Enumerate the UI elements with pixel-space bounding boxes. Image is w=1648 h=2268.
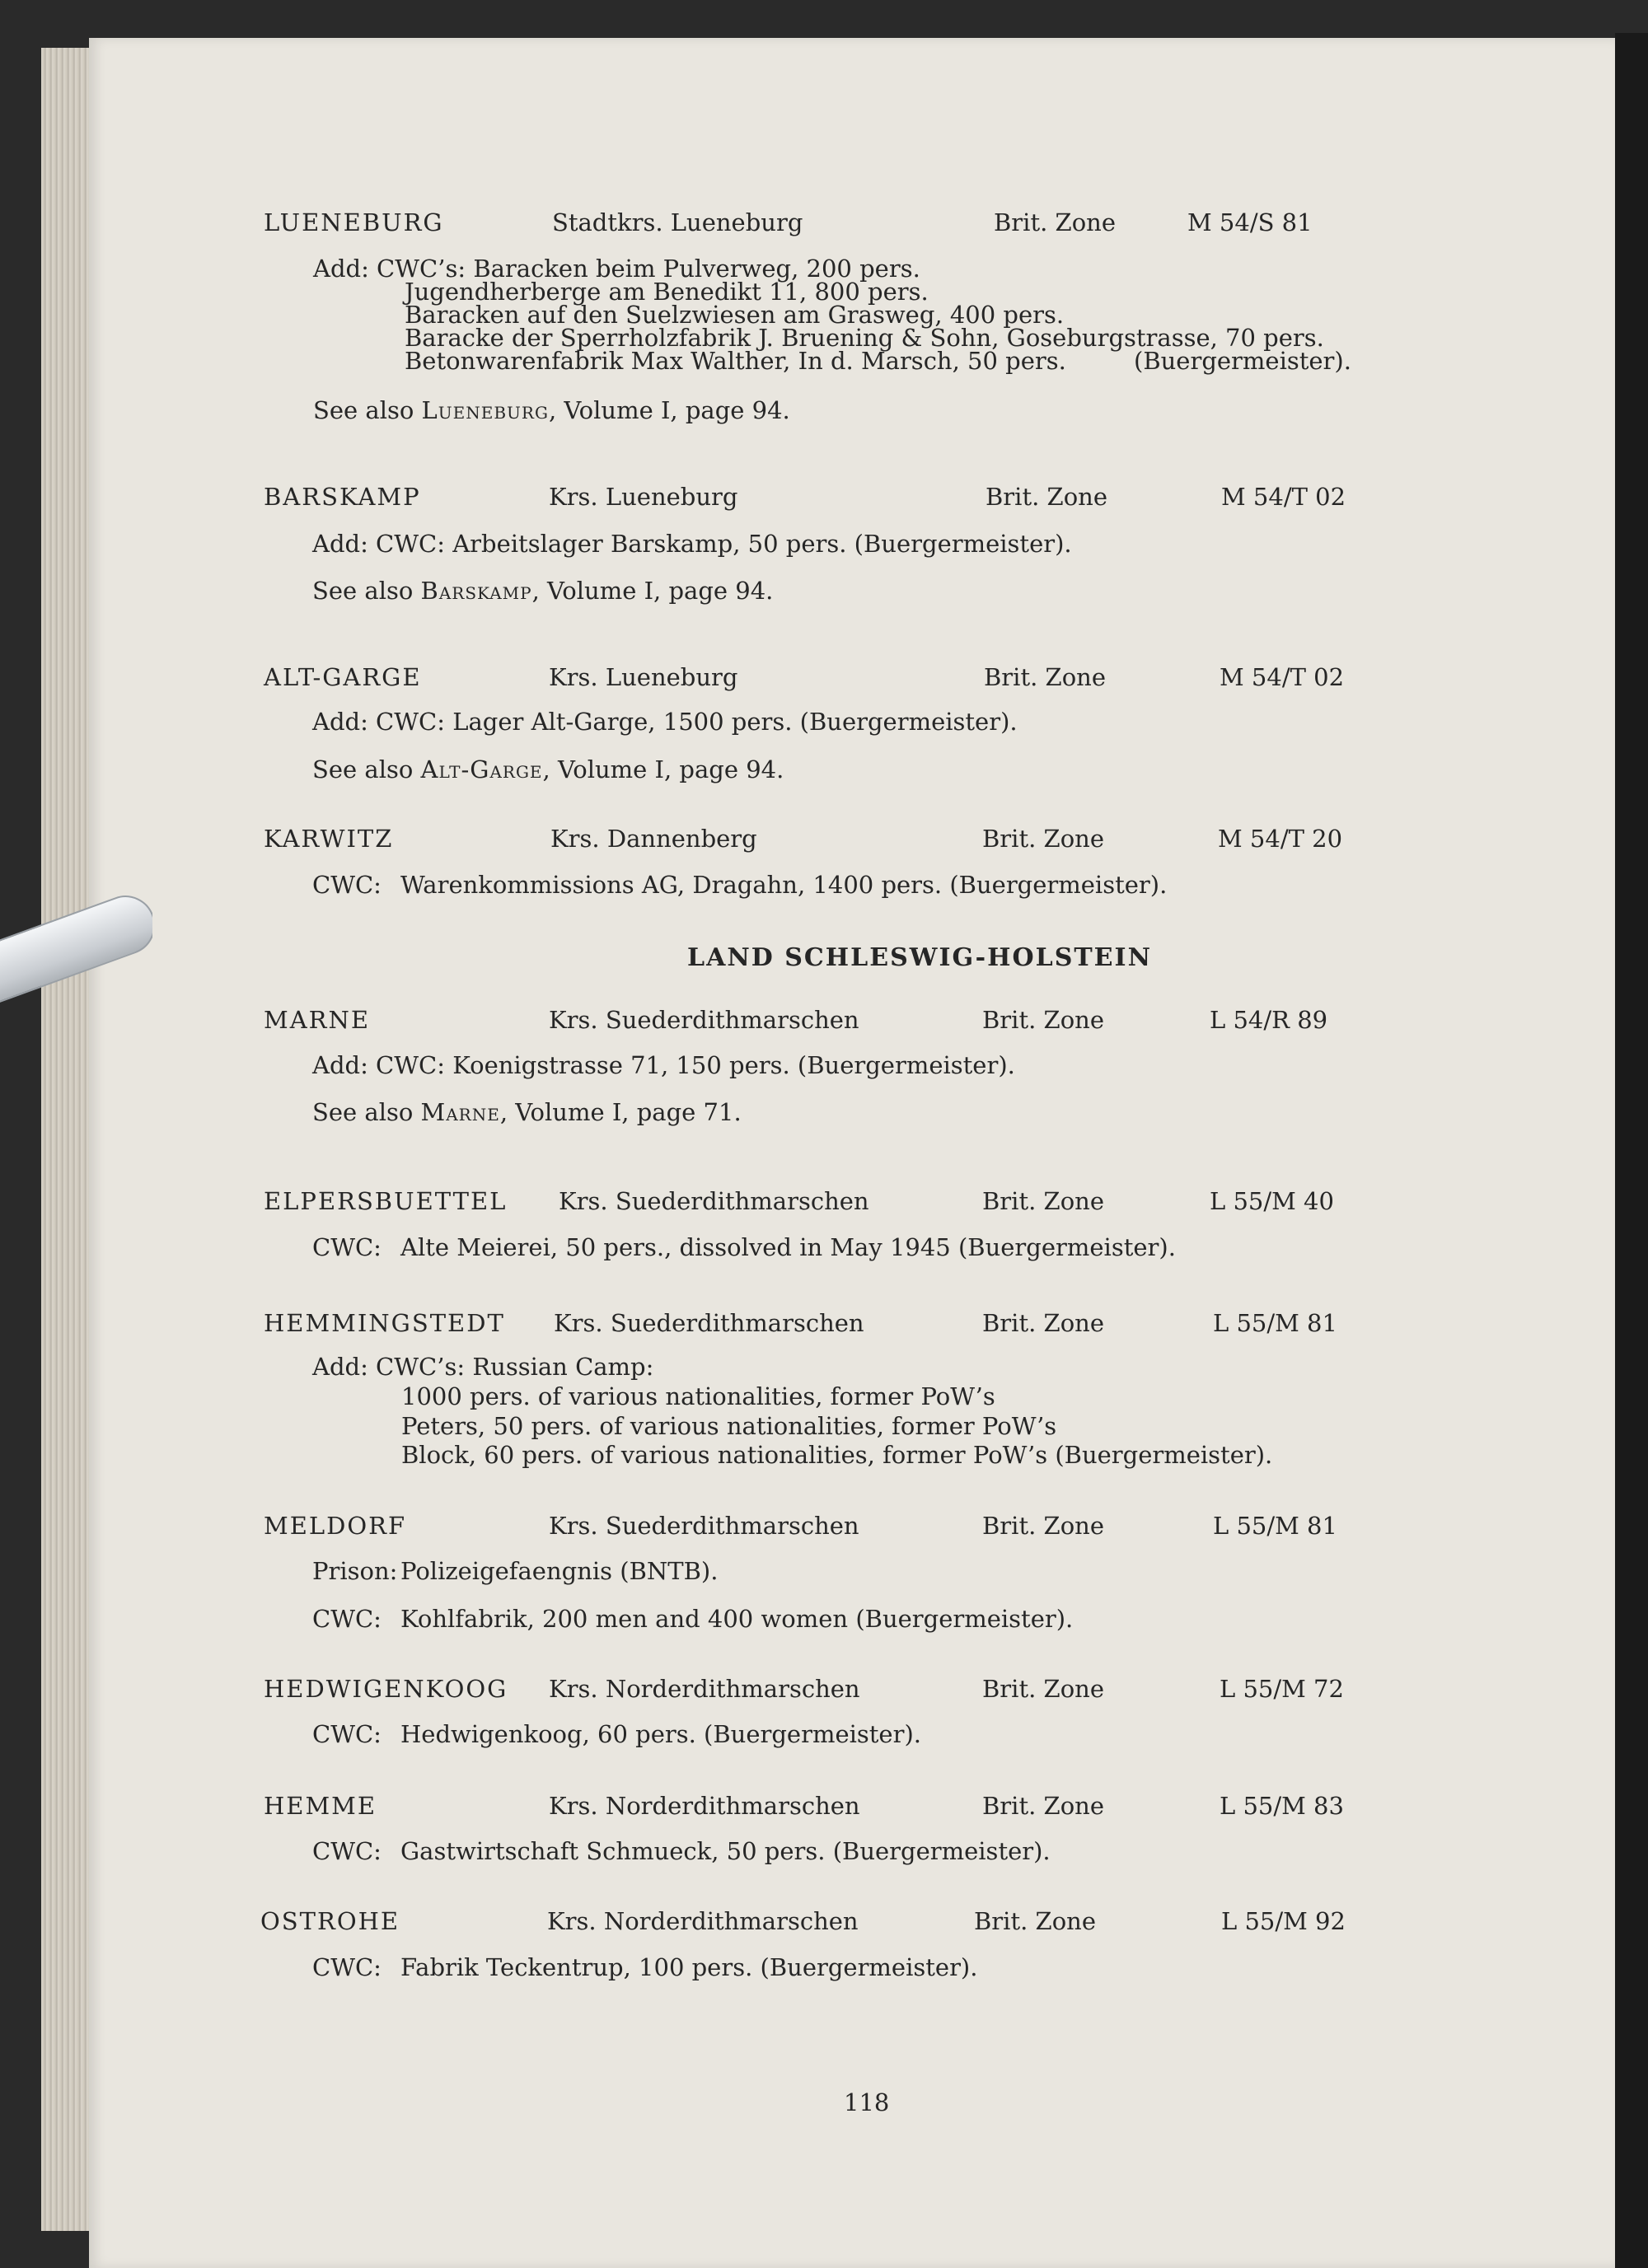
entry-grid: L 54/R 89: [1210, 1006, 1328, 1034]
entry-line: Warenkommissions AG, Dragahn, 1400 pers. (Buergermeister).: [400, 871, 1168, 899]
entry-line: Baracke der Sperrholzfabrik J. Bruening & Sohn, Goseburgstrasse, 70 pers.: [405, 324, 1324, 352]
entry-district: Krs. Dannenberg: [550, 825, 757, 853]
entry-grid: L 55/M 83: [1220, 1792, 1344, 1820]
entry-line: Gastwirtschaft Schmueck, 50 pers. (Buergermeister).: [400, 1837, 1051, 1865]
entry-district: Krs. Suederdithmarschen: [549, 1512, 859, 1540]
see-also: See also Lueneburg, Volume I, page 94.: [313, 396, 790, 424]
entry-place: MARNE: [264, 1006, 371, 1034]
entry-label: Prison:: [312, 1557, 398, 1585]
book-page: [89, 38, 1615, 2268]
see-also: See also Alt-Garge, Volume I, page 94.: [312, 755, 784, 783]
entry-label: CWC:: [312, 1837, 382, 1865]
entry-line: Add: CWC: Koenigstrasse 71, 150 pers. (Buergermeister).: [312, 1051, 1015, 1079]
entry-line: Add: CWC: Lager Alt-Garge, 1500 pers. (Buergermeister).: [312, 708, 1018, 736]
entry-grid: L 55/M 72: [1220, 1675, 1344, 1703]
entry-zone: Brit. Zone: [982, 1792, 1104, 1820]
entry-grid: L 55/M 40: [1210, 1187, 1334, 1215]
entry-place: OSTROHE: [260, 1907, 400, 1935]
entry-label: CWC:: [312, 1233, 382, 1261]
entry-grid: M 54/S 81: [1187, 208, 1313, 236]
entry-line: Fabrik Teckentrup, 100 pers. (Buergermeister).: [400, 1953, 978, 1981]
entry-grid: M 54/T 20: [1218, 825, 1343, 853]
entry-line: Add: CWC’s: Russian Camp:: [312, 1353, 654, 1381]
entry-zone: Brit. Zone: [974, 1907, 1096, 1935]
entry-district: Krs. Norderdithmarschen: [549, 1675, 860, 1703]
entry-label: CWC:: [312, 1720, 382, 1748]
page-number: 118: [844, 2088, 890, 2116]
entry-place: BARSKAMP: [264, 483, 421, 511]
page-clip: [0, 873, 152, 1030]
entry-zone: Brit. Zone: [982, 825, 1104, 853]
entry-grid: L 55/M 92: [1221, 1907, 1346, 1935]
entry-zone: Brit. Zone: [994, 208, 1116, 236]
entry-district: Krs. Norderdithmarschen: [547, 1907, 859, 1935]
entry-label: CWC:: [312, 1953, 382, 1981]
entry-district: Krs. Suederdithmarschen: [559, 1187, 869, 1215]
entry-source: (Buergermeister).: [1134, 347, 1351, 375]
entry-line: Alte Meierei, 50 pers., dissolved in May 1945 (Buergermeister).: [400, 1233, 1176, 1261]
entry-place: LUENEBURG: [264, 208, 444, 236]
entry-place: KARWITZ: [264, 825, 394, 853]
entry-district: Krs. Suederdithmarschen: [554, 1309, 864, 1337]
entry-place: ALT-GARGE: [264, 663, 422, 691]
entry-district: Krs. Norderdithmarschen: [549, 1792, 860, 1820]
entry-line: Block, 60 pers. of various nationalities, former PoW’s (Buergermeister).: [401, 1441, 1273, 1469]
entry-line: Jugendherberge am Benedikt 11, 800 pers.: [405, 278, 929, 306]
entry-grid: M 54/T 02: [1220, 663, 1345, 691]
entry-line: Peters, 50 pers. of various nationalities, former PoW’s: [401, 1412, 1057, 1440]
entry-line: Baracken auf den Suelzwiesen am Grasweg, 400 pers.: [405, 301, 1065, 329]
entry-line: Polizeigefaengnis (BNTB).: [400, 1557, 719, 1585]
section-heading: LAND SCHLESWIG-HOLSTEIN: [687, 943, 1152, 972]
entry-zone: Brit. Zone: [982, 1675, 1104, 1703]
entry-line: Add: CWC’s: Baracken beim Pulverweg, 200 pers.: [313, 255, 920, 283]
entry-zone: Brit. Zone: [982, 1309, 1104, 1337]
entry-grid: M 54/T 02: [1221, 483, 1346, 511]
entry-zone: Brit. Zone: [982, 1187, 1104, 1215]
entry-place: HEDWIGENKOOG: [264, 1675, 508, 1703]
entry-zone: Brit. Zone: [982, 1512, 1104, 1540]
see-also: See also Barskamp, Volume I, page 94.: [312, 577, 774, 605]
entry-line: Betonwarenfabrik Max Walther, In d. Marsch, 50 pers.: [405, 347, 1066, 375]
entry-zone: Brit. Zone: [984, 663, 1106, 691]
entry-grid: L 55/M 81: [1213, 1309, 1337, 1337]
entry-district: Krs. Lueneburg: [549, 663, 738, 691]
entry-line: Hedwigenkoog, 60 pers. (Buergermeister).: [400, 1720, 921, 1748]
entry-place: MELDORF: [264, 1512, 407, 1540]
backdrop: [1615, 33, 1648, 2268]
see-also: See also Marne, Volume I, page 71.: [312, 1098, 742, 1126]
entry-place: ELPERSBUETTEL: [264, 1187, 508, 1215]
entry-zone: Brit. Zone: [982, 1006, 1104, 1034]
entry-label: CWC:: [312, 871, 382, 899]
entry-district: Krs. Lueneburg: [549, 483, 738, 511]
entry-district: Krs. Suederdithmarschen: [549, 1006, 859, 1034]
entry-label: CWC:: [312, 1605, 382, 1633]
entry-district: Stadtkrs. Lueneburg: [552, 208, 803, 236]
entry-place: HEMMINGSTEDT: [264, 1309, 505, 1337]
entry-line: Add: CWC: Arbeitslager Barskamp, 50 pers. (Buergermeister).: [312, 530, 1072, 558]
entry-zone: Brit. Zone: [986, 483, 1107, 511]
entry-grid: L 55/M 81: [1213, 1512, 1337, 1540]
entry-line: 1000 pers. of various nationalities, former PoW’s: [401, 1382, 995, 1410]
entry-line: Kohlfabrik, 200 men and 400 women (Buergermeister).: [400, 1605, 1074, 1633]
entry-place: HEMME: [264, 1792, 377, 1820]
